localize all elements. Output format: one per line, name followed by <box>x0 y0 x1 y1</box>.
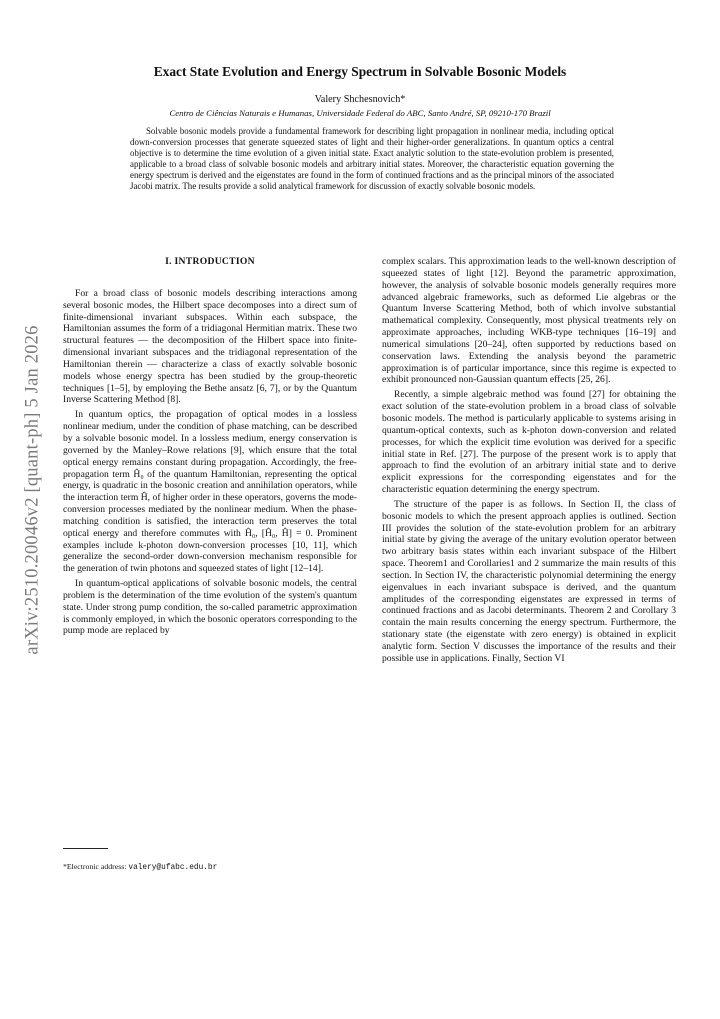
abstract: Solvable bosonic models provide a fundamental framework for describing light propagation in nonlinear media, including optical down-conversion processes that generate squeezed states of light and their higher-order generalizations. In quantum optics a central objective is to determine the time evolution of a given initial state. Exact analytic solution to the state-evolution problem is presented, applicable to a broad class of solvable bosonic models and arbitrary initial states. Moreover, the characteristic equation governing the energy spectrum is derived and the eigenstates are found in the form of continued fractions and as the principal minors of the associated Jacobi matrix. The results provide a solid analytical framework for discussion of exactly solvable bosonic models. <box>130 126 614 192</box>
arxiv-stamp <box>21 290 45 690</box>
paragraph: Recently, a simple algebraic method was found [27] for obtaining the exact solution of the state-evolution problem in a broad class of solvable bosonic models. The method is particularly applicable to systems arising in quantum-optical contexts, such as k-photon down-conversion and related processes, for which the explicit time evolution was derived for a specific initial state in Ref. [27]. The purpose of the present work is to apply that approach to find the evolution of an arbitrary initial state and to derive explicit expressions for the corresponding eigenstates and for the characteristic equation determining the energy spectrum. <box>382 389 676 496</box>
footnote <box>63 862 217 873</box>
left-column <box>63 256 357 637</box>
paragraph: In quantum optics, the propagation of optical modes in a lossless nonlinear medium, under the condition of phase matching, can be described by a solvable bosonic model. In a lossless medium, energy conservation is governed by the Manley–Rowe relations [9], which ensure that the total optical energy remains constant during propagation. Accordingly, the free-propagation term Ĥ₀ of the quantum Hamiltonian, representing the optical energy, is quadratic in the bosonic creation and annihilation operators, while the interaction term Ĥ, of higher order in these operators, governs the mode-conversion processes mediated by the nonlinear medium. When the phase-matching condition is satisfied, the interaction term preserves the total optical energy and therefore commutes with Ĥ₀, [Ĥ₀, Ĥ] = 0. Prominent examples include k-photon down-conversion processes [10, 11], which generalize the second-order down-conversion mechanism responsible for the generation of twin photons and squeezed states of light [12–14]. <box>63 409 357 575</box>
section-heading: I. INTRODUCTION <box>165 256 255 267</box>
right-column <box>382 256 676 665</box>
paper-title: Exact State Evolution and Energy Spectrum in Solvable Bosonic Models <box>153 64 567 79</box>
author-affiliation: Centro de Ciências Naturais e Humanas, Universidade Federal do ABC, Santo André, SP, 09210-170 Brazil <box>169 108 551 118</box>
paragraph: In quantum-optical applications of solvable bosonic models, the central problem is the determination of the time evolution of the system's quantum state. Under strong pump condition, the so-called parametric approximation is commonly employed, in which the bosonic operators corresponding to the pump mode are replaced by <box>63 578 357 637</box>
paragraph: The structure of the paper is as follows. In Section II, the class of bosonic models to which the present approach applies is outlined. Section III provides the solution of the state-evolution problem for an arbitrary initial state by giving the average of the unitary evolution operator between two arbitrary basis states within each invariant subspace of the Hilbert space. Theorem1 and Corollaries1 and 2 summarize the main results of this section. In Section IV, the characteristic polynomial determining the energy eigenvalues in each invariant subspace is derived, and the quantum amplitudes of the corresponding eigenstates are expressed in terms of continued fractions and as Jacobi determinants. Theorem 2 and Corollary 3 contain the main results concerning the energy spectrum. Furthermore, the stationary state (the eigenstate with zero energy) is obtained in explicit analytic form. Section V discusses the importance of the results and their possible use in applications. Finally, Section VI <box>382 498 676 664</box>
paragraph: For a broad class of bosonic models describing interactions among several bosonic modes, the Hilbert space decomposes into a direct sum of finite-dimensional invariant subspaces. Within each subspace, the Hamiltonian assumes the form of a tridiagonal Hermitian matrix. These two structural features — the decomposition of the Hilbert space into finite-dimensional invariant subspaces and the tridiagonal representation of the Hamiltonian therein — characterize a class of exactly solvable bosonic models whose energy spectra has been studied by the group-theoretic techniques [1–5], by employing the Bethe ansatz [6, 7], or by the Quantum Inverse Scattering Method [8]. <box>63 287 357 406</box>
email-link[interactable]: valery@ufabc.edu.br <box>128 864 218 872</box>
footnote-divider <box>63 848 108 849</box>
footnote-label: *Electronic address: <box>63 862 129 871</box>
arxiv-stamp-text: arXiv:2510.20046v2 [quant-ph] 5 Jan 2026 <box>22 325 43 655</box>
paragraph: complex scalars. This approximation leads to the well-known description of squeezed states of light [12]. Beyond the parametric approximation, however, the analysis of solvable bosonic models generally requires more advanced algebraic frameworks, such as deformed Lie algebras or the Quantum Inverse Scattering Method, both of which involve substantial mathematical complexity. Consequently, most physical treatments rely on approximate approaches, including WKB-type techniques [16–19] and numerical simulations [20–24], often supported by reductions based on conservation laws. Extending the analysis beyond the parametric approximation is of particular importance, since this regime is expected to exhibit pronounced non-Gaussian quantum effects [25, 26]. <box>382 256 676 386</box>
author-name: Valery Shchesnovich* <box>314 94 406 105</box>
